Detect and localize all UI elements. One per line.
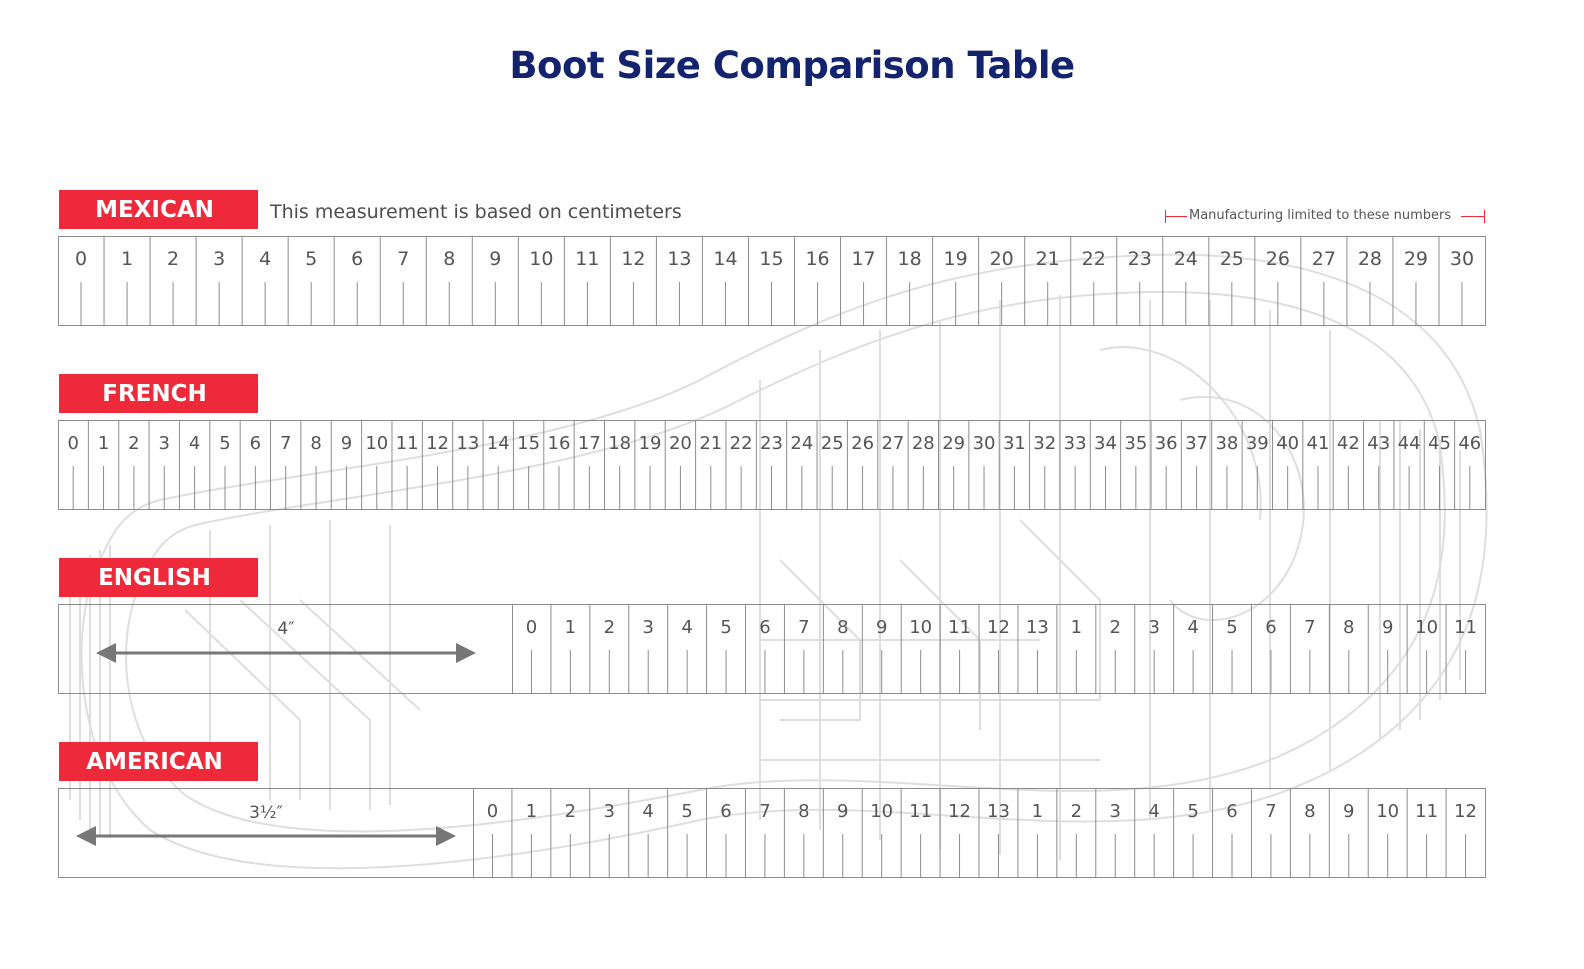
tick-label: 1 — [1070, 617, 1083, 638]
tick-label: 20 — [989, 248, 1014, 270]
tick-label: 2 — [1109, 617, 1121, 638]
tick-label: 5 — [681, 801, 693, 822]
tick-label: 30 — [972, 433, 996, 454]
tick-label: 19 — [943, 248, 968, 270]
tick-label: 7 — [397, 248, 410, 270]
tick-label: 4 — [642, 801, 654, 822]
tick-label: 0 — [74, 248, 88, 270]
tick-label: 40 — [1276, 433, 1300, 454]
tick-label: 7 — [1304, 617, 1316, 638]
tick-label: 1 — [97, 433, 110, 454]
tick-label: 27 — [1311, 248, 1336, 270]
tick-label: 34 — [1094, 433, 1117, 454]
tick-label: 29 — [1403, 248, 1429, 270]
english-label: ENGLISH — [59, 558, 258, 597]
tick-label: 11 — [909, 801, 933, 822]
tick-label: 7 — [279, 433, 292, 454]
tick-label: 5 — [305, 248, 318, 270]
american-ruler — [58, 788, 1486, 878]
tick-label: 6 — [249, 433, 262, 454]
french-label: FRENCH — [59, 374, 258, 413]
tick-label: 26 — [1265, 248, 1290, 270]
tick-label: 4 — [1187, 617, 1199, 638]
tick-label: 9 — [489, 248, 502, 270]
tick-label: 10 — [909, 617, 933, 638]
tick-label: 23 — [1127, 248, 1152, 270]
tick-label: 2 — [564, 801, 577, 822]
tick-label: 26 — [851, 433, 875, 454]
tick-label: 12 — [948, 801, 971, 822]
tick-label: 8 — [1304, 801, 1316, 822]
tick-label: 7 — [759, 801, 771, 822]
offset-label: 3½″ — [249, 803, 283, 823]
tick-label: 8 — [1343, 617, 1355, 638]
tick-label: 11 — [1454, 617, 1477, 638]
mexican-ruler — [58, 236, 1486, 326]
tick-label: 5 — [720, 617, 732, 638]
tick-label: 0 — [67, 433, 79, 454]
tick-label: 46 — [1458, 433, 1482, 454]
tick-label: 1 — [525, 801, 538, 822]
tick-label: 30 — [1449, 248, 1475, 270]
tick-label: 15 — [759, 248, 784, 270]
tick-label: 10 — [1415, 617, 1439, 638]
tick-label: 8 — [837, 617, 849, 638]
tick-label: 31 — [1002, 433, 1026, 454]
american-label: AMERICAN — [59, 742, 258, 781]
tick-label: 43 — [1367, 433, 1391, 454]
tick-label: 24 — [1173, 248, 1198, 270]
tick-label: 6 — [759, 617, 771, 638]
tick-label: 39 — [1245, 433, 1269, 454]
tick-label: 2 — [167, 248, 180, 270]
tick-label: 8 — [310, 433, 322, 454]
manufacturing-note: Manufacturing limited to these numbers — [1189, 208, 1452, 223]
tick-label: 9 — [837, 801, 849, 822]
tick-label: 27 — [881, 433, 905, 454]
tick-label: 28 — [911, 433, 935, 454]
arrow-left-icon — [96, 643, 116, 663]
tick-label: 44 — [1397, 433, 1421, 454]
tick-label: 1 — [1031, 801, 1044, 822]
tick-label: 16 — [547, 433, 571, 454]
tick-label: 13 — [667, 248, 692, 270]
tick-label: 3 — [603, 801, 615, 822]
french-ruler — [58, 420, 1486, 510]
tick-label: 21 — [699, 433, 723, 454]
tick-label: 16 — [805, 248, 830, 270]
tick-label: 7 — [798, 617, 810, 638]
tick-label: 5 — [1187, 801, 1199, 822]
tick-label: 4 — [188, 433, 201, 454]
tick-label: 13 — [456, 433, 480, 454]
tick-label: 2 — [128, 433, 140, 454]
tick-label: 22 — [729, 433, 753, 454]
tick-label: 32 — [1033, 433, 1057, 454]
tick-label: 36 — [1154, 433, 1178, 454]
tick-label: 9 — [1343, 801, 1355, 822]
arrow-right-icon — [436, 826, 456, 846]
manufacturing-range-marker — [1165, 208, 1485, 226]
tick-label: 15 — [517, 433, 541, 454]
tick-label: 11 — [575, 248, 600, 270]
tick-label: 37 — [1185, 433, 1209, 454]
tick-label: 12 — [426, 433, 449, 454]
tick-label: 3 — [1109, 801, 1121, 822]
tick-label: 12 — [1454, 801, 1477, 822]
tick-label: 41 — [1306, 433, 1330, 454]
tick-label: 8 — [798, 801, 810, 822]
tick-label: 3 — [1148, 617, 1160, 638]
tick-label: 3 — [642, 617, 654, 638]
mexican-label: MEXICAN — [59, 190, 258, 229]
tick-label: 7 — [1265, 801, 1277, 822]
tick-label: 6 — [720, 801, 732, 822]
tick-label: 4 — [1148, 801, 1160, 822]
measurement-note: This measurement is based on centimeters — [270, 201, 682, 223]
tick-label: 24 — [790, 433, 814, 454]
tick-label: 3 — [158, 433, 170, 454]
range-line-right — [1461, 216, 1485, 217]
tick-label: 23 — [760, 433, 783, 454]
tick-label: 17 — [577, 433, 601, 454]
tick-label: 5 — [1226, 617, 1238, 638]
tick-label: 19 — [638, 433, 662, 454]
tick-label: 9 — [876, 617, 888, 638]
tick-label: 12 — [621, 248, 646, 270]
tick-label: 21 — [1035, 248, 1060, 270]
tick-label: 9 — [340, 433, 353, 454]
tick-label: 4 — [681, 617, 693, 638]
arrow-left-icon — [76, 826, 96, 846]
tick-label: 25 — [1219, 248, 1244, 270]
tick-label: 25 — [820, 433, 844, 454]
tick-label: 18 — [608, 433, 632, 454]
tick-label: 13 — [1025, 617, 1049, 638]
tick-label: 29 — [942, 433, 966, 454]
tick-label: 10 — [365, 433, 389, 454]
tick-label: 0 — [525, 617, 538, 638]
tick-label: 14 — [713, 248, 738, 270]
tick-label: 1 — [121, 248, 134, 270]
offset-label: 4″ — [277, 619, 295, 639]
tick-label: 11 — [395, 433, 419, 454]
tick-label: 13 — [987, 801, 1010, 822]
english-ruler — [58, 604, 1486, 694]
tick-label: 10 — [1376, 801, 1400, 822]
tick-label: 6 — [1265, 617, 1277, 638]
range-line-left — [1165, 216, 1187, 217]
tick-label: 2 — [603, 617, 616, 638]
tick-label: 45 — [1428, 433, 1451, 454]
tick-label: 2 — [1070, 801, 1083, 822]
tick-label: 5 — [219, 433, 231, 454]
tick-label: 18 — [897, 248, 922, 270]
tick-label: 3 — [213, 248, 226, 270]
tick-label: 28 — [1357, 248, 1383, 270]
tick-label: 1 — [564, 617, 577, 638]
tick-label: 10 — [870, 801, 894, 822]
page-title: Boot Size Comparison Table — [509, 44, 1075, 87]
tick-label: 6 — [351, 248, 364, 270]
tick-label: 11 — [948, 617, 972, 638]
tick-label: 33 — [1063, 433, 1087, 454]
tick-label: 17 — [851, 248, 876, 270]
tick-label: 10 — [529, 248, 554, 270]
tick-label: 14 — [486, 433, 510, 454]
tick-label: 9 — [1381, 617, 1394, 638]
tick-label: 20 — [668, 433, 692, 454]
tick-label: 8 — [443, 248, 456, 270]
tick-label: 12 — [987, 617, 1010, 638]
tick-label: 42 — [1336, 433, 1360, 454]
arrow-right-icon — [456, 643, 476, 663]
tick-label: 38 — [1215, 433, 1239, 454]
tick-label: 35 — [1124, 433, 1148, 454]
tick-label: 22 — [1081, 248, 1106, 270]
tick-label: 6 — [1226, 801, 1238, 822]
tick-label: 11 — [1415, 801, 1439, 822]
tick-label: 0 — [486, 801, 499, 822]
tick-label: 4 — [259, 248, 272, 270]
range-end-cap — [1484, 210, 1485, 223]
